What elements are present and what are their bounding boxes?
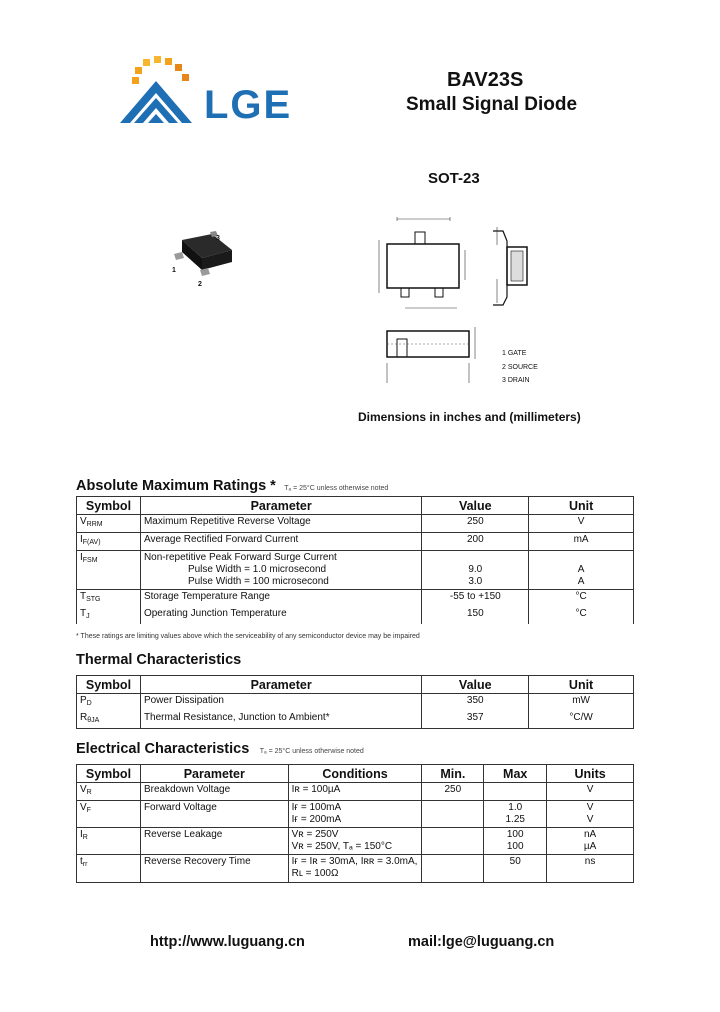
parameter-cell: Reverse Recovery Time [140,855,288,883]
col-header: Parameter [140,765,288,783]
table-row [77,828,634,855]
unit-cell: mA [529,533,634,551]
min-cell [422,855,484,883]
unit-cell: nA µA [547,828,634,855]
parameter-cell: Thermal Resistance, Junction to Ambient* [140,711,421,729]
table-row [77,533,634,551]
conditions-cell: Iʀ = 100µA [288,783,422,801]
company-logo [118,55,298,127]
table-row [77,694,634,712]
parameter-cell: Storage Temperature Range [140,590,421,608]
pin-number-3: 3 [216,235,220,242]
conditions-cell: Iғ = Iʀ = 30mA, Iʀʀ = 3.0mA, Rʟ = 100Ω [288,855,422,883]
conditions-cell: Iғ = 100mA Iғ = 200mA [288,801,422,828]
part-number: BAV23S [447,69,524,91]
table-row [77,801,634,828]
parameter-cell: Non-repetitive Peak Forward Surge Current Pulse Width = 1.0 microsecond Pulse Width = 100 microsecond [140,551,421,590]
symbol-cell: $V_R$ [77,783,141,801]
table-row [77,855,634,883]
table-header-row [77,497,634,515]
max-cell [484,783,547,801]
pin-list-2: 2 SOURCE [502,364,538,371]
dimension-drawing [375,207,550,387]
table-header-row [77,676,634,694]
value-cell: 357 [422,711,529,729]
dimensions-caption: Dimensions in inches and (millimeters) [358,410,581,424]
symbol-cell: $I_{FSM}$ [77,551,141,590]
symbol-cell: $T_{STG}$ [77,590,141,608]
col-header: Max [484,765,547,783]
col-header: Parameter [140,676,421,694]
part-description: Small Signal Diode [406,94,578,115]
pin-list-1: 1 GATE [502,350,527,357]
unit-cell: V [547,783,634,801]
col-header: Symbol [77,497,141,515]
max-cell: 100 100 [484,828,547,855]
value-cell: 200 [422,533,529,551]
value-cell: 350 [422,694,529,712]
unit-cell: ns [547,855,634,883]
symbol-cell: $V_{RRM}$ [77,515,141,533]
min-cell: 250 [422,783,484,801]
symbol-cell: $V_F$ [77,801,141,828]
unit-cell: mW [529,694,634,712]
pin-number-2: 2 [198,281,202,288]
symbol-cell: $P_D$ [77,694,141,712]
col-header: Symbol [77,765,141,783]
max-cell: 50 [484,855,547,883]
max-cell: 1.0 1.25 [484,801,547,828]
unit-cell: °C [529,590,634,608]
col-header: Parameter [140,497,421,515]
conditions-cell: Vʀ = 250V Vʀ = 250V, Tₐ = 150°C [288,828,422,855]
electrical-note: Tₐ = 25°C unless otherwise noted [259,748,364,755]
electrical-heading [76,740,364,758]
value-cell: 250 [422,515,529,533]
col-header: Unit [529,497,634,515]
abs-max-title: Absolute Maximum Ratings * [76,478,276,494]
min-cell [422,801,484,828]
symbol-cell: $t_{rr}$ [77,855,141,883]
col-header: Value [422,497,529,515]
logo-text: LGE [204,83,293,127]
value-cell: 9.0 3.0 [422,551,529,590]
table-row [77,551,634,590]
website-link[interactable]: http://www.luguang.cn [150,934,305,950]
table-row [77,783,634,801]
table-header-row [77,765,634,783]
logo-mark-icon [118,55,208,127]
symbol-cell: $T_J$ [77,607,141,624]
col-header: Symbol [77,676,141,694]
parameter-cell: Average Rectified Forward Current [140,533,421,551]
unit-cell: V V [547,801,634,828]
abs-max-table [76,496,634,624]
table-row [77,607,634,624]
col-header: Min. [422,765,484,783]
table-row [77,515,634,533]
parameter-cell: Forward Voltage [140,801,288,828]
symbol-cell: $R_{\theta JA}$ [77,711,141,729]
electrical-title: Electrical Characteristics [76,741,250,757]
col-header: Value [422,676,529,694]
min-cell [422,828,484,855]
col-header: Conditions [288,765,422,783]
symbol-cell: $I_R$ [77,828,141,855]
parameter-cell: Operating Junction Temperature [140,607,421,624]
parameter-cell: Reverse Leakage [140,828,288,855]
abs-max-footnote: * These ratings are limiting values above which the serviceability of any semiconductor device may be impaired [76,633,420,640]
col-header: Units [547,765,634,783]
table-row [77,711,634,729]
parameter-cell: Breakdown Voltage [140,783,288,801]
value-cell: 150 [422,607,529,624]
parameter-cell: Power Dissipation [140,694,421,712]
abs-max-note: Tₐ = 25°C unless otherwise noted [284,485,389,492]
package-image [160,222,240,292]
col-header: Unit [529,676,634,694]
parameter-cell: Maximum Repetitive Reverse Voltage [140,515,421,533]
abs-max-heading [76,477,388,495]
unit-cell: A A [529,551,634,590]
thermal-title: Thermal Characteristics [76,652,242,668]
package-name: SOT-23 [428,170,480,187]
thermal-table [76,675,634,729]
pin-list-3: 3 DRAIN [502,377,530,384]
email-link[interactable]: mail:lge@luguang.cn [408,934,555,950]
unit-cell: °C/W [529,711,634,729]
value-cell: -55 to +150 [422,590,529,608]
symbol-cell: $I_{F(AV)}$ [77,533,141,551]
pin-number-1: 1 [172,267,176,274]
table-row [77,590,634,608]
electrical-table [76,764,634,883]
unit-cell: V [529,515,634,533]
unit-cell: °C [529,607,634,624]
